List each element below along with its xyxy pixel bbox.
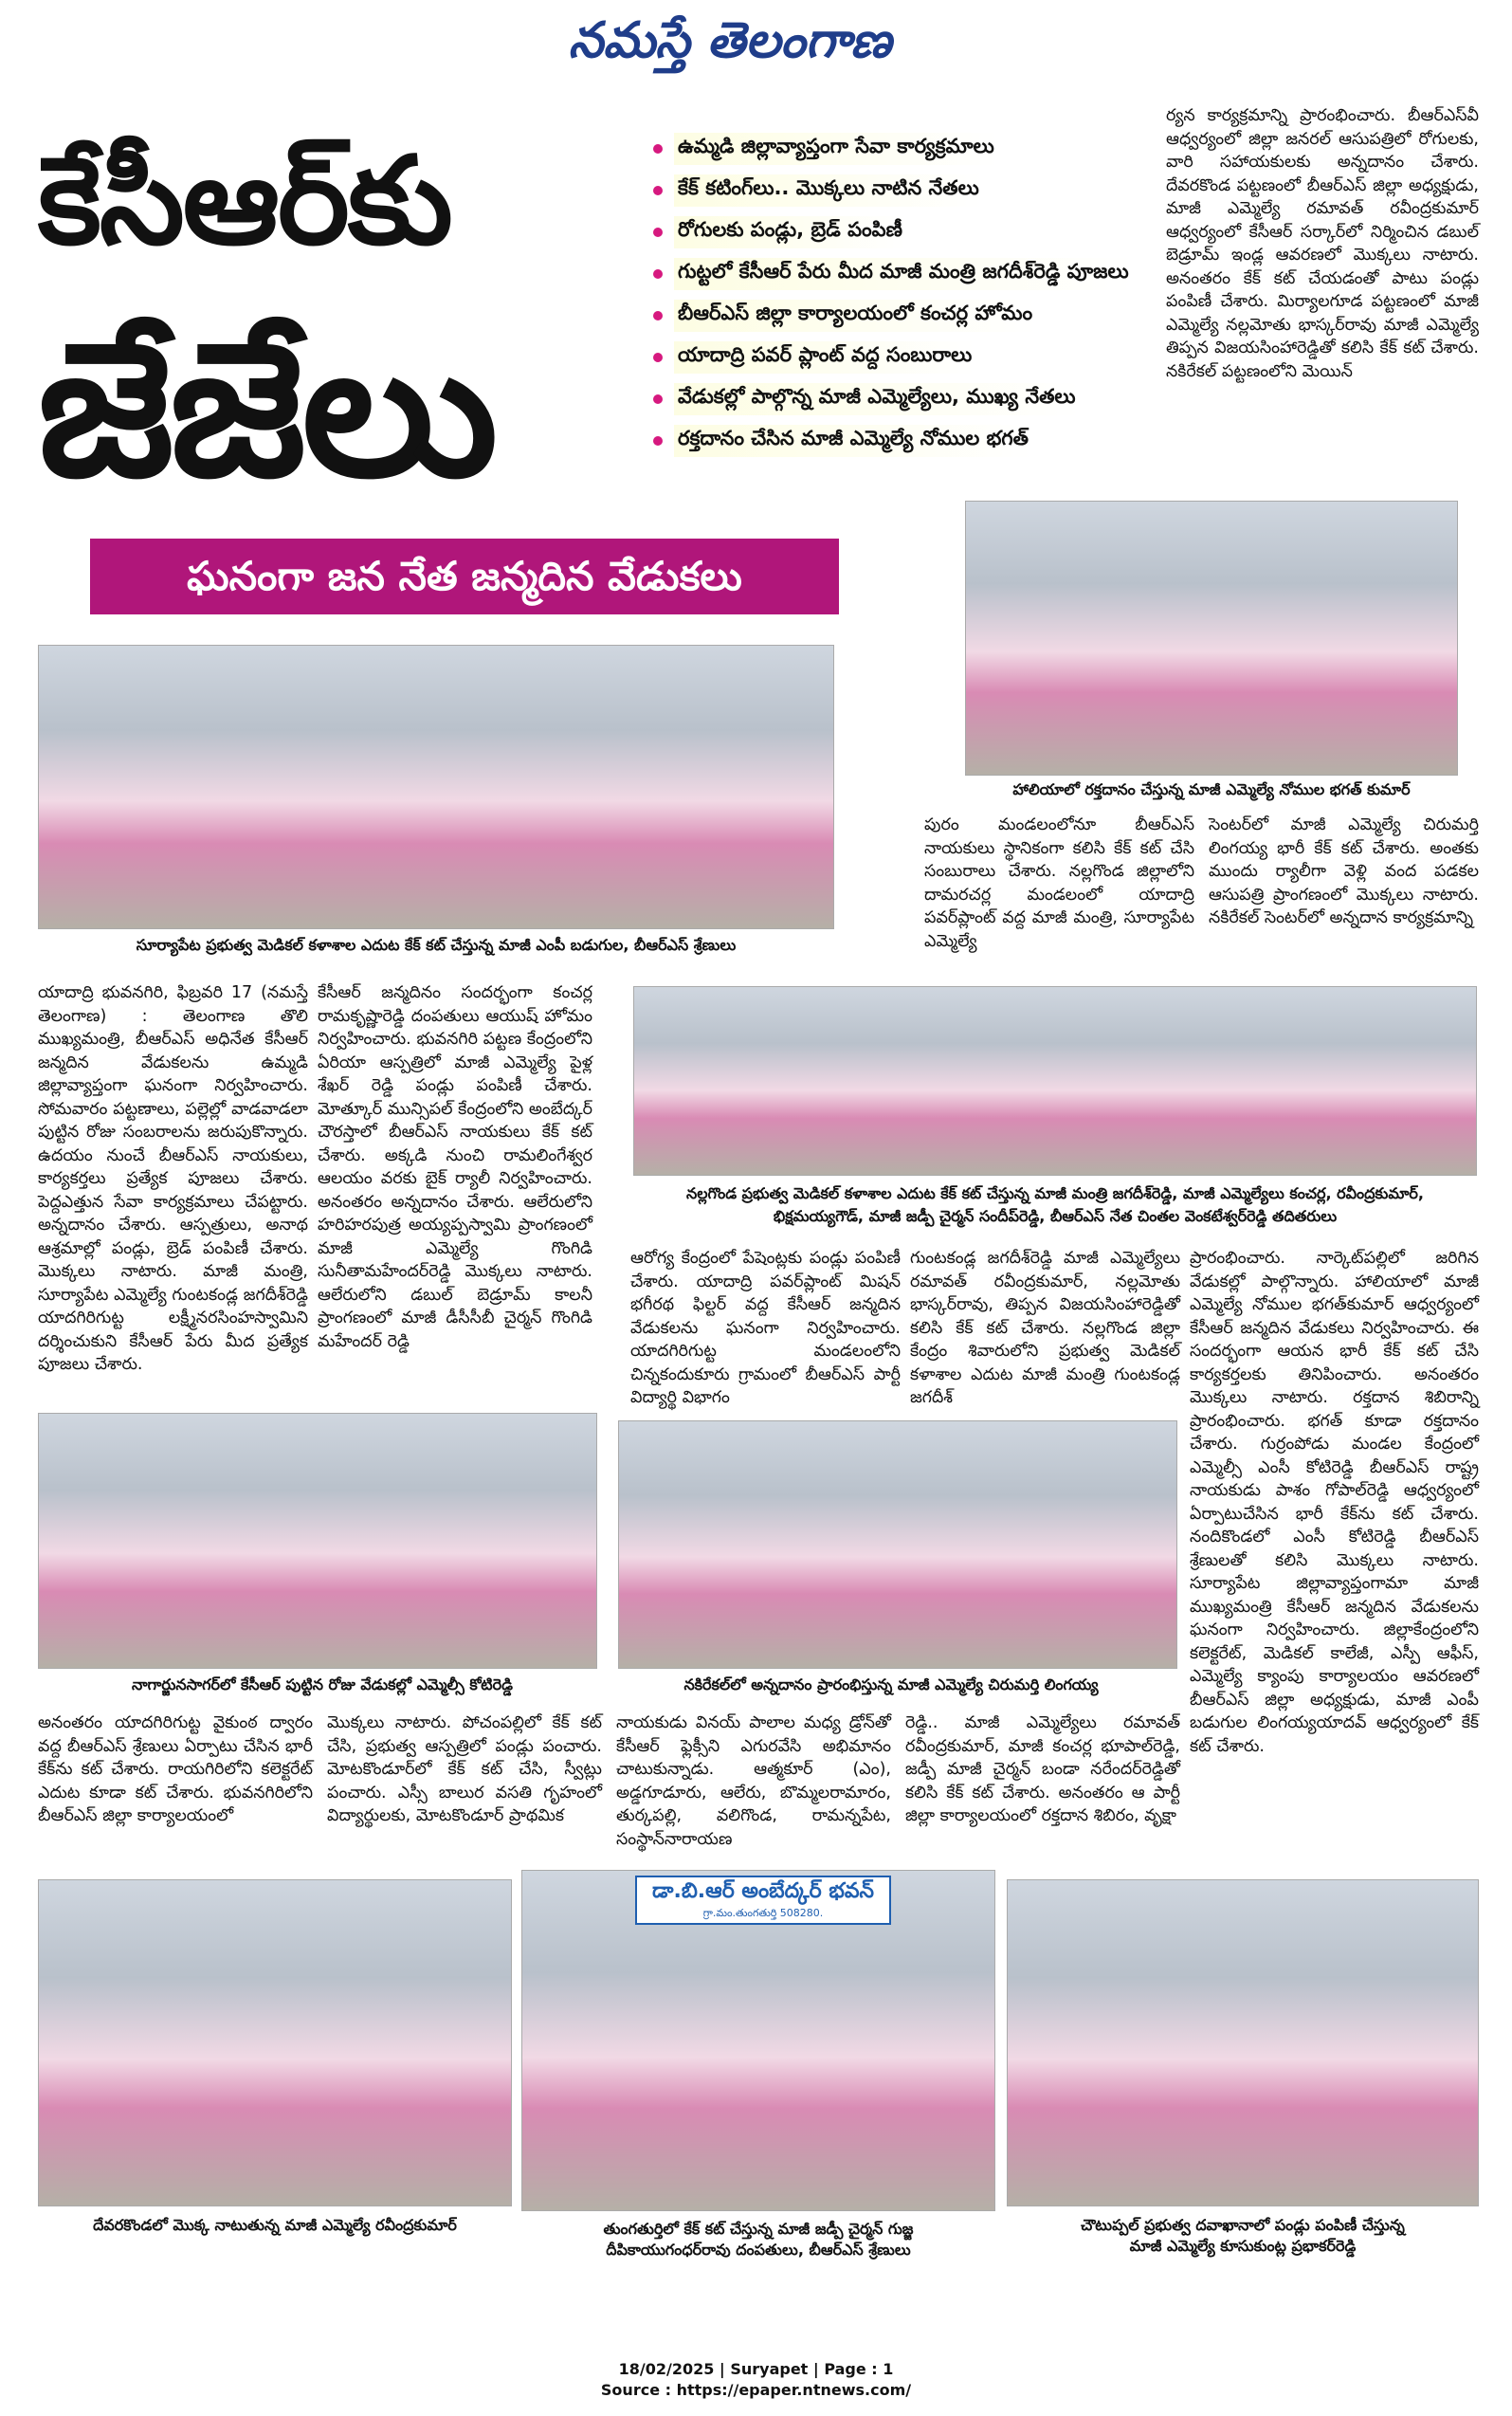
photo-caption: దేవరకొండలో మొక్క నాటుతున్న మాజీ ఎమ్మెల్యే రవీంద్రకుమార్	[93, 2216, 457, 2234]
list-item: గుట్టలో కేసీఆర్ పేరు మీద మాజీ మంత్రి జగదీశ్‌రెడ్డి పూజలు	[649, 253, 1142, 295]
footer-date-edition: 18/02/2025 | Suryapet | Page : 1	[618, 2360, 894, 2378]
subheadline-banner: ఘనంగా జన నేత జన్మదిన వేడుకలు	[90, 539, 839, 614]
photo-caption: హాలియాలో రక్తదానం చేస్తున్న మాజీ ఎమ్మెల్యే నోముల భగత్ కుమార్	[1012, 780, 1411, 798]
article-column-top-right: ర్యన కార్యక్రమాన్ని ప్రారంభించారు. బీఆర్ఎస్‌వీ ఆధ్వర్యంలో జిల్లా జనరల్ ఆసుపత్రిలో రోగులకు, వారి సహాయకులకు అన్నదానం చేశారు. దేవరకొండ పట్టణంలో బీఆర్ఎస్ జిల్లా అధ్యక్షుడు, మాజీ ఎమ్మెల్యే రమావత్ రవీంద్రకుమార్ ఆధ్వర్యంలో కేసీఆర్ సర్కార్‌లో నిర్మించిన డబుల్ బెడ్రూమ్ ఇండ్ల ఆవరణలో మొక్కలు నాటారు. అనంతరం కేక్ కట్ చేయడంతో పాటు పండ్లు పంపిణీ చేశారు. మిర్యాలగూడ పట్టణంలో మాజీ ఎమ్మెల్యే నల్లమోతు భాస్కర్‌రావు మాజీ ఎమ్మెల్యే తిప్పన విజయసింహారెడ్డితో కలిసి కేక్ కట్ చేశారు. నకిరేకల్ పట్టణంలోని మెయిన్	[1166, 106, 1479, 381]
bullet-icon	[653, 436, 663, 446]
bullet-icon	[653, 311, 663, 320]
article-column-dateline: యాదాద్రి భువనగిరి, ఫిబ్రవరి 17 (నమస్తే తెలంగాణ) : తెలంగాణ తొలి ముఖ్యమంత్రి, బీఆర్ఎస్ అధినేత కేసీఆర్ జన్మదిన వేడుకలను ఉమ్మడి జిల్లావ్యాప్తంగా ఘనంగా నిర్వహించారు. సోమవారం పట్టణాలు, పల్లెల్లో వాడవాడలా పుట్టిన రోజు సంబరాలను జరుపుకొన్నారు. ఉదయం నుంచే బీఆర్ఎస్ నాయకులు, కార్యకర్తలు ప్రత్యేక పూజలు చేశారు. పెద్దఎత్తున సేవా కార్యక్రమాలు చేపట్టారు. అన్నదానం చేశారు. ఆస్పత్రులు, అనాథ ఆశ్రమాల్లో పండ్లు, బ్రెడ్ పంపిణీ చేశారు. మొక్కలు నాటారు. మాజీ మంత్రి, సూర్యాపేట ఎమ్మెల్యే గుంటకండ్ల జగదీశ్‌రెడ్డి యాదగిరిగుట్ట లక్ష్మీనరసింహస్వామిని దర్శించుకుని కేసీఆర్ పేరు మీద ప్రత్యేక పూజలు చేశారు.	[38, 983, 308, 1374]
headline-line2: జేజేలు	[38, 302, 495, 519]
highlights-list	[649, 128, 1142, 479]
headline-line1: కేసీఆర్‌కు	[38, 131, 451, 272]
photo-haliya-blood-donation	[965, 501, 1458, 776]
photo-suryapet-cake-cutting	[38, 645, 834, 929]
list-item: ఉమ్మడి జిల్లావ్యాప్తంగా సేవా కార్యక్రమాలు	[649, 128, 1142, 170]
signboard-subtitle: గ్రా.మం.తుంగతుర్తి 508280.	[702, 1907, 824, 1919]
bullet-icon	[653, 186, 663, 195]
photo-caption-line2: భిక్షమయ్యగౌడ్, మాజీ జడ్పీ చైర్మన్ సందీప్‌రెడ్డి, బీఆర్ఎస్ నేత చింతల వెంకటేశ్వర్‌రెడ్డి తదితరులు	[773, 1207, 1338, 1225]
article-column: సెంటర్‌లో మాజీ ఎమ్మెల్యే చిరుమర్తి లింగయ్య భారీ కేక్ కట్ చేశారు. అంతకు ముందు ర్యాలీగా వెళ్లి వంద పడకల ఆసుపత్రి ప్రాంగణంలో మొక్కలు నాటారు. నకిరేకల్ సెంటర్‌లో అన్నదాన కార్యక్రమాన్ని	[1209, 815, 1479, 927]
photo-nagarjunasagar-celebration	[38, 1413, 597, 1669]
photo-choutuppal-fruit-distribution	[1007, 1879, 1479, 2206]
photo-caption: సూర్యాపేట ప్రభుత్వ మెడికల్ కళాశాల ఎదుట కేక్ కట్ చేస్తున్న మాజీ ఎంపీ బడుగుల, బీఆర్ఎస్ శ్రేణులు	[136, 936, 737, 954]
photo-nakrekal-annadanam	[618, 1420, 1177, 1669]
bullet-icon	[653, 269, 663, 279]
photo-nalgonda-medical-college	[633, 986, 1477, 1176]
list-item: రోగులకు పండ్లు, బ్రెడ్ పంపిణీ	[649, 211, 1142, 253]
bullet-icon	[653, 144, 663, 154]
list-item: యాదాద్రి పవర్ ప్లాంట్ వద్ద సంబురాలు	[649, 337, 1142, 378]
article-column: కేసీఆర్ జన్మదినం సందర్భంగా కంచర్ల రామకృష్ణారెడ్డి దంపతులు ఆయుష్ హోమం నిర్వహించారు. భువనగిరి పట్టణ కేంద్రంలోని ఏరియా ఆస్పత్రిలో మాజీ ఎమ్మెల్యే పైళ్ల శేఖర్ రెడ్డి పండ్లు పంపిణీ చేశారు. మోత్కూర్ మున్సిపల్ కేంద్రంలోని అంబేద్కర్ చౌరస్తాలో బీఆర్ఎస్ నాయకులు కేక్ కట్ చేశారు. అక్కడి నుంచి రామలింగేశ్వర ఆలయం వరకు బైక్ ర్యాలీ నిర్వహించారు. అనంతరం అన్నదానం చేశారు. ఆలేరులోని హరిహరపుత్ర అయ్యప్పస్వామి ప్రాంగణంలో మాజీ ఎమ్మెల్యే గొంగిడి సునీతామహేందర్‌రెడ్డి మొక్కలు నాటారు. ఆలేరులోని డబుల్ బెడ్రూమ్ కాలనీ ప్రాంగణంలో మాజీ డీసీసీబీ చైర్మన్ గొంగిడి మహేందర్ రెడ్డి	[318, 983, 592, 1351]
page-footer	[0, 2359, 1512, 2401]
article-column: అనంతరం యాదగిరిగుట్ట వైకుంఠ ద్వారం వద్ద బీఆర్ఎస్ శ్రేణులు ఏర్పాటు చేసిన భారీ కేక్‌ను కట్ చేశారు. రాయగిరిలోని కలెక్టరేట్ ఎదుట కూడా కట్ చేశారు. భువనగిరిలోని బీఆర్ఎస్ జిల్లా కార్యాలయంలో	[38, 1713, 313, 1825]
bullet-icon	[653, 353, 663, 362]
photo-devarakonda-plantation	[38, 1879, 512, 2206]
signboard-title: డా.బి.ఆర్ అంబేద్కర్ భవన్	[652, 1879, 874, 1903]
list-item: బీఆర్‌ఎస్ జిల్లా కార్యాలయంలో కంచర్ల హోమం	[649, 295, 1142, 337]
photo-caption-line1: చౌటుప్పల్ ప్రభుత్వ దవాఖానాలో పండ్లు పంపిణీ చేస్తున్న	[1081, 2216, 1405, 2234]
bullet-icon	[653, 394, 663, 404]
article-column: నాయకుడు వినయ్ పాలాల మధ్య డ్రోన్‌తో కేసీఆర్ ఫ్లెక్సీని ఎగురవేసి అభిమానం చాటుకున్నాడు. ఆత్మకూర్ (ఎం), అడ్డగూడూరు, ఆలేరు, బొమ్మలరామారం, తుర్కపల్లి, వలిగొండ, రామన్నపేట, సంస్థాన్‌నారాయణ	[616, 1713, 891, 1849]
article-column: పురం మండలంలోనూ బీఆర్ఎస్ నాయకులు స్థానికంగా కలిసి కేక్ కట్ చేసి సంబురాలు చేశారు. నల్లగొండ జిల్లాలోని దామరచర్ల మండలంలో యాదాద్రి పవర్‌ప్లాంట్ వద్ద మాజీ మంత్రి, సూర్యాపేట ఎమ్మెల్యే	[924, 815, 1194, 951]
masthead: నమస్తే తెలంగాణ	[568, 11, 892, 69]
photo-caption: నకిరేకల్‌లో అన్నదానం ప్రారంభిస్తున్న మాజీ ఎమ్మెల్యే చిరుమర్తి లింగయ్య	[683, 1675, 1099, 1693]
photo-caption-line2: దీపికాయుగంధర్‌రావు దంపతులు, బీఆర్ఎస్ శ్రేణులు	[606, 2241, 911, 2259]
photo-caption-line1: నల్లగొండ ప్రభుత్వ మెడికల్ కళాశాల ఎదుట కేక్ కట్ చేస్తున్న మాజీ మంత్రి జగదీశ్‌రెడ్డి, మాజీ ఎమ్మెల్యేలు కంచర్ల, రవీంద్రకుమార్,	[686, 1184, 1424, 1202]
signboard	[635, 1876, 891, 1925]
list-item: కేక్ కటింగ్‌లు.. మొక్కలు నాటిన నేతలు	[649, 170, 1142, 211]
article-column: రెడ్డి.. మాజీ ఎమ్మెల్యేలు రమావత్ రవీంద్రకుమార్, మాజీ కంచర్ల భూపాల్‌రెడ్డి, జడ్పీ మాజీ చైర్మన్ బండా నరేందర్‌రెడ్డితో కలిసి కేక్ కట్ చేశారు. అనంతరం ఆ పార్టీ జిల్లా కార్యాలయంలో రక్తదాన శిబిరం, వృక్షా	[905, 1713, 1180, 1825]
article-column: ఆరోగ్య కేంద్రంలో పేషెంట్లకు పండ్లు పంపిణీ చేశారు. యాదాద్రి పవర్‌ప్లాంట్ మిషన్ భగీరథ ఫిల్టర్ వద్ద కేసీఆర్ జన్మదిన వేడుకలను ఘనంగా నిర్వహించారు. యాదగిరిగుట్ట మండలంలోని చిన్నకందుకూరు గ్రామంలో బీఆర్ఎస్ పార్టీ విద్యార్థి విభాగం	[630, 1249, 901, 1407]
footer-source-link[interactable]: Source : https://epaper.ntnews.com/	[600, 2381, 912, 2399]
list-item: రక్తదానం చేసిన మాజీ ఎమ్మెల్యే నోముల భగత్	[649, 420, 1142, 462]
article-column-right: ప్రారంభించారు. నార్కెట్‌పల్లిలో జరిగిన వేడుకల్లో పాల్గొన్నారు. హాలియాలో మాజీ ఎమ్మెల్యే నోముల భగత్‌కుమార్ ఆధ్వర్యంలో కేసీఆర్ జన్మదిన వేడుకలు నిర్వహించారు. ఈ సందర్భంగా ఆయన భారీ కేక్ కట్ చేసి కార్యకర్తలకు తినిపించారు. అనంతరం మొక్కలు నాటారు. రక్తదాన శిబిరాన్ని ప్రారంభించారు. భగత్ కూడా రక్తదానం చేశారు. గుర్రంపోడు మండల కేంద్రంలో ఎమ్మెల్సీ ఎంసీ కోటిరెడ్డి బీఆర్ఎస్ రాష్ట్ర నాయకుడు పాశం గోపాల్‌రెడ్డి ఆధ్వర్యంలో ఏర్పాటుచేసిన భారీ కేక్‌ను కట్ చేశారు. నందికొండలో ఎంసీ కోటిరెడ్డి బీఆర్ఎస్ శ్రేణులతో కలిసి మొక్కలు నాటారు. సూర్యాపేట జిల్లావ్యాప్తంగామా మాజీ ముఖ్యమంత్రి కేసీఆర్ జన్మదిన వేడుకలను ఘనంగా నిర్వహించారు. జిల్లాకేంద్రంలోని కలెక్టరేట్, మెడికల్ కాలేజీ, ఎస్పీ ఆఫీస్, ఎమ్మెల్యే క్యాంపు కార్యాలయం ఆవరణలో బీఆర్ఎస్ జిల్లా అధ్యక్షుడు, మాజీ ఎంపీ బడుగుల లింగయ్యయాదవ్ ఆధ్వర్యంలో కేక్ కట్ చేశారు.	[1190, 1249, 1479, 1756]
photo-caption-line2: మాజీ ఎమ్మెల్యే కూసుకుంట్ల ప్రభాకర్‌రెడ్డి	[1129, 2237, 1357, 2255]
list-item: వేడుకల్లో పాల్గొన్న మాజీ ఎమ్మెల్యేలు, ముఖ్య నేతలు	[649, 378, 1142, 420]
article-column: మొక్కలు నాటారు. పోచంపల్లిలో కేక్ కట్ చేసి, ప్రభుత్వ ఆస్పత్రిలో పండ్లు పంచారు. మోటకొండూర్‌లో కేక్ కట్ చేసి, స్వీట్లు పంచారు. ఎస్సీ బాలుర వసతి గృహంలో విద్యార్థులకు, మోటకొండూర్ ప్రాథమిక	[327, 1713, 602, 1825]
photo-caption-line1: తుంగతుర్తిలో కేక్ కట్ చేస్తున్న మాజీ జడ్పీ చైర్మన్ గుజ్జ	[603, 2220, 914, 2238]
bullet-icon	[653, 228, 663, 237]
article-column: గుంటకండ్ల జగదీశ్‌రెడ్డి మాజీ ఎమ్మెల్యేలు రమావత్ రవీంద్రకుమార్, నల్లమోతు భాస్కర్‌రావు, తిప్పన విజయసింహారెడ్డితో కలిసి కేక్ కట్ చేశారు. నల్లగొండ జిల్లా కేంద్రం శివారులోని ప్రభుత్వ మెడికల్ కళాశాల ఎదుట మాజీ మంత్రి గుంటకండ్ల జగదీశ్	[910, 1249, 1180, 1407]
photo-caption: నాగార్జునసాగర్‌లో కేసీఆర్ పుట్టిన రోజు వేడుకల్లో ఎమ్మెల్సీ కోటిరెడ్డి	[132, 1675, 513, 1693]
